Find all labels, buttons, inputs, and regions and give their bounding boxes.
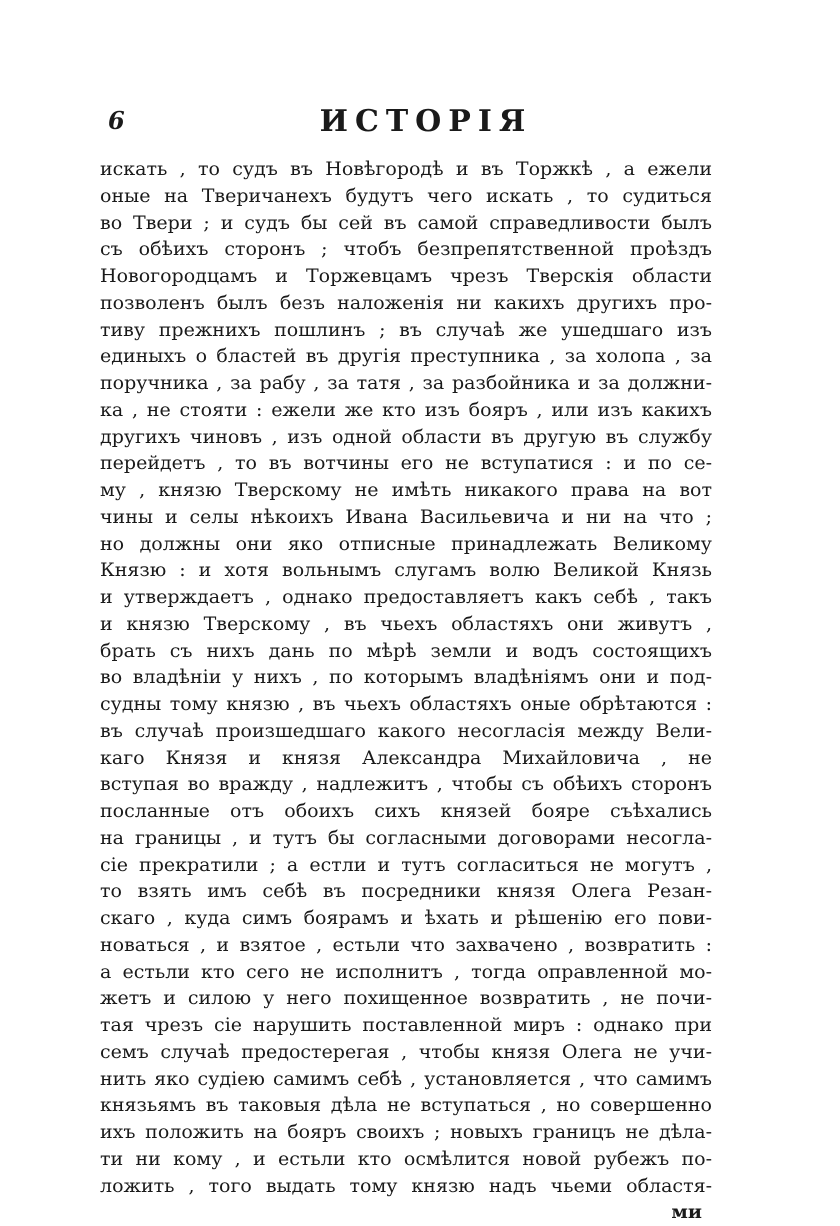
text-line: искать , то судъ въ Новѣгородѣ и въ Торжкѣ , а ежели [100, 158, 712, 180]
text-line: каго Князя и князя Александра Михайловича , не [100, 746, 712, 769]
text-line: съ обѣихъ сторонъ ; чтобъ безпрепятственной проѣздъ [100, 238, 712, 261]
text-line: ти ни кому , и естьли кто осмѣлится новой рубежъ по- [100, 1147, 712, 1170]
catchword: ми [671, 1201, 702, 1224]
text-line: тиву прежнихъ пошлинъ ; въ случаѣ же ушедшаго изъ [100, 318, 712, 341]
text-line: перейдетъ , то въ вотчины его не вступатися : и по се- [100, 452, 712, 475]
text-line: ложить , того выдать тому князю надъ чьеми областя- [100, 1174, 712, 1197]
text-line: единыхъ о бластей въ другія преступника , за холопа , за [100, 345, 712, 368]
text-line: тая чрезъ сіе нарушить поставленной миръ : однако при [100, 1014, 712, 1036]
text-line: вступая во вражду , надлежитъ , чтобы съ обѣихъ сторонъ [100, 773, 712, 796]
text-line: а естьли кто сего не исполнитъ , тогда оправленной мо- [100, 960, 712, 983]
text-line: посланные отъ обоихъ сихъ князей бояре съѣхались [100, 800, 712, 822]
text-line: скаго , куда симъ боярамъ и ѣхать и рѣшенію его пови- [100, 907, 712, 929]
text-line: му , князю Тверскому не имѣть никакого права на вот [100, 479, 712, 501]
text-line: Новогородцамъ и Торжевцамъ чрезъ Тверскія области [100, 265, 712, 287]
text-line: во владѣніи у нихъ , по которымъ владѣніямъ они и под- [100, 666, 712, 689]
text-line: сіе прекратили ; а естли и тутъ согласиться не могутъ , [100, 853, 712, 876]
text-line: чины и селы нѣкоихъ Ивана Васильевича и ни на что ; [100, 505, 712, 528]
body-text [100, 156, 712, 1226]
text-line: нить яко судіею самимъ себѣ , установляется , что самимъ [100, 1067, 712, 1090]
running-title: ИСТОРІЯ [319, 104, 533, 139]
text-line: Князю : и хотя вольнымъ слугамъ волю Великой Князь [100, 559, 712, 582]
text-line: жетъ и силою у него похищенное возвратить , не почи- [100, 987, 712, 1010]
text-line: то взять имъ себѣ въ посредники князя Олега Резан- [100, 880, 712, 903]
text-line: и князю Тверскому , въ чьехъ областяхъ они живутъ , [100, 612, 712, 635]
page-header [100, 104, 712, 148]
page-number: 6 [108, 106, 125, 135]
text-line: новаться , и взятое , естьли что захвачено , возвратить : [100, 933, 712, 956]
text-line: поручника , за рабу , за татя , за разбойника и за должни- [100, 372, 712, 394]
text-line: оные на Тверичанехъ будутъ чего искать , то судиться [100, 184, 712, 207]
text-line: на границы , и тутъ бы согласными договорами несогла- [100, 826, 712, 849]
text-line: и утверждаетъ , однако предоставляетъ какъ себѣ , такъ [100, 586, 712, 608]
text-line: брать съ нихъ дань по мѣрѣ земли и водъ состоящихъ [100, 639, 712, 662]
text-line: во Твери ; и судъ бы сей въ самой справедливости былъ [100, 211, 712, 234]
text-line: но должны они яко отписные принадлежать Великому [100, 532, 712, 555]
text-line: позволенъ былъ безъ наложенія ни какихъ другихъ про- [100, 291, 712, 314]
text-line: судны тому князю , въ чьехъ областяхъ оные обрѣтаются : [100, 693, 712, 715]
text-line: ихъ положить на бояръ своихъ ; новыхъ границъ не дѣла- [100, 1121, 712, 1143]
text-line: ка , не стояти : ежели же кто изъ бояръ , или изъ какихъ [100, 398, 712, 421]
text-line: семъ случаѣ предостерегая , чтобы князя Олега не учи- [100, 1040, 712, 1063]
text-line: другихъ чиновъ , изъ одной области въ другую въ службу [100, 425, 712, 448]
text-line: въ случаѣ произшедшаго какого несогласія между Вели- [100, 719, 712, 742]
text-line: князьямъ въ таковыя дѣла не вступаться , но совершенно [100, 1094, 712, 1117]
